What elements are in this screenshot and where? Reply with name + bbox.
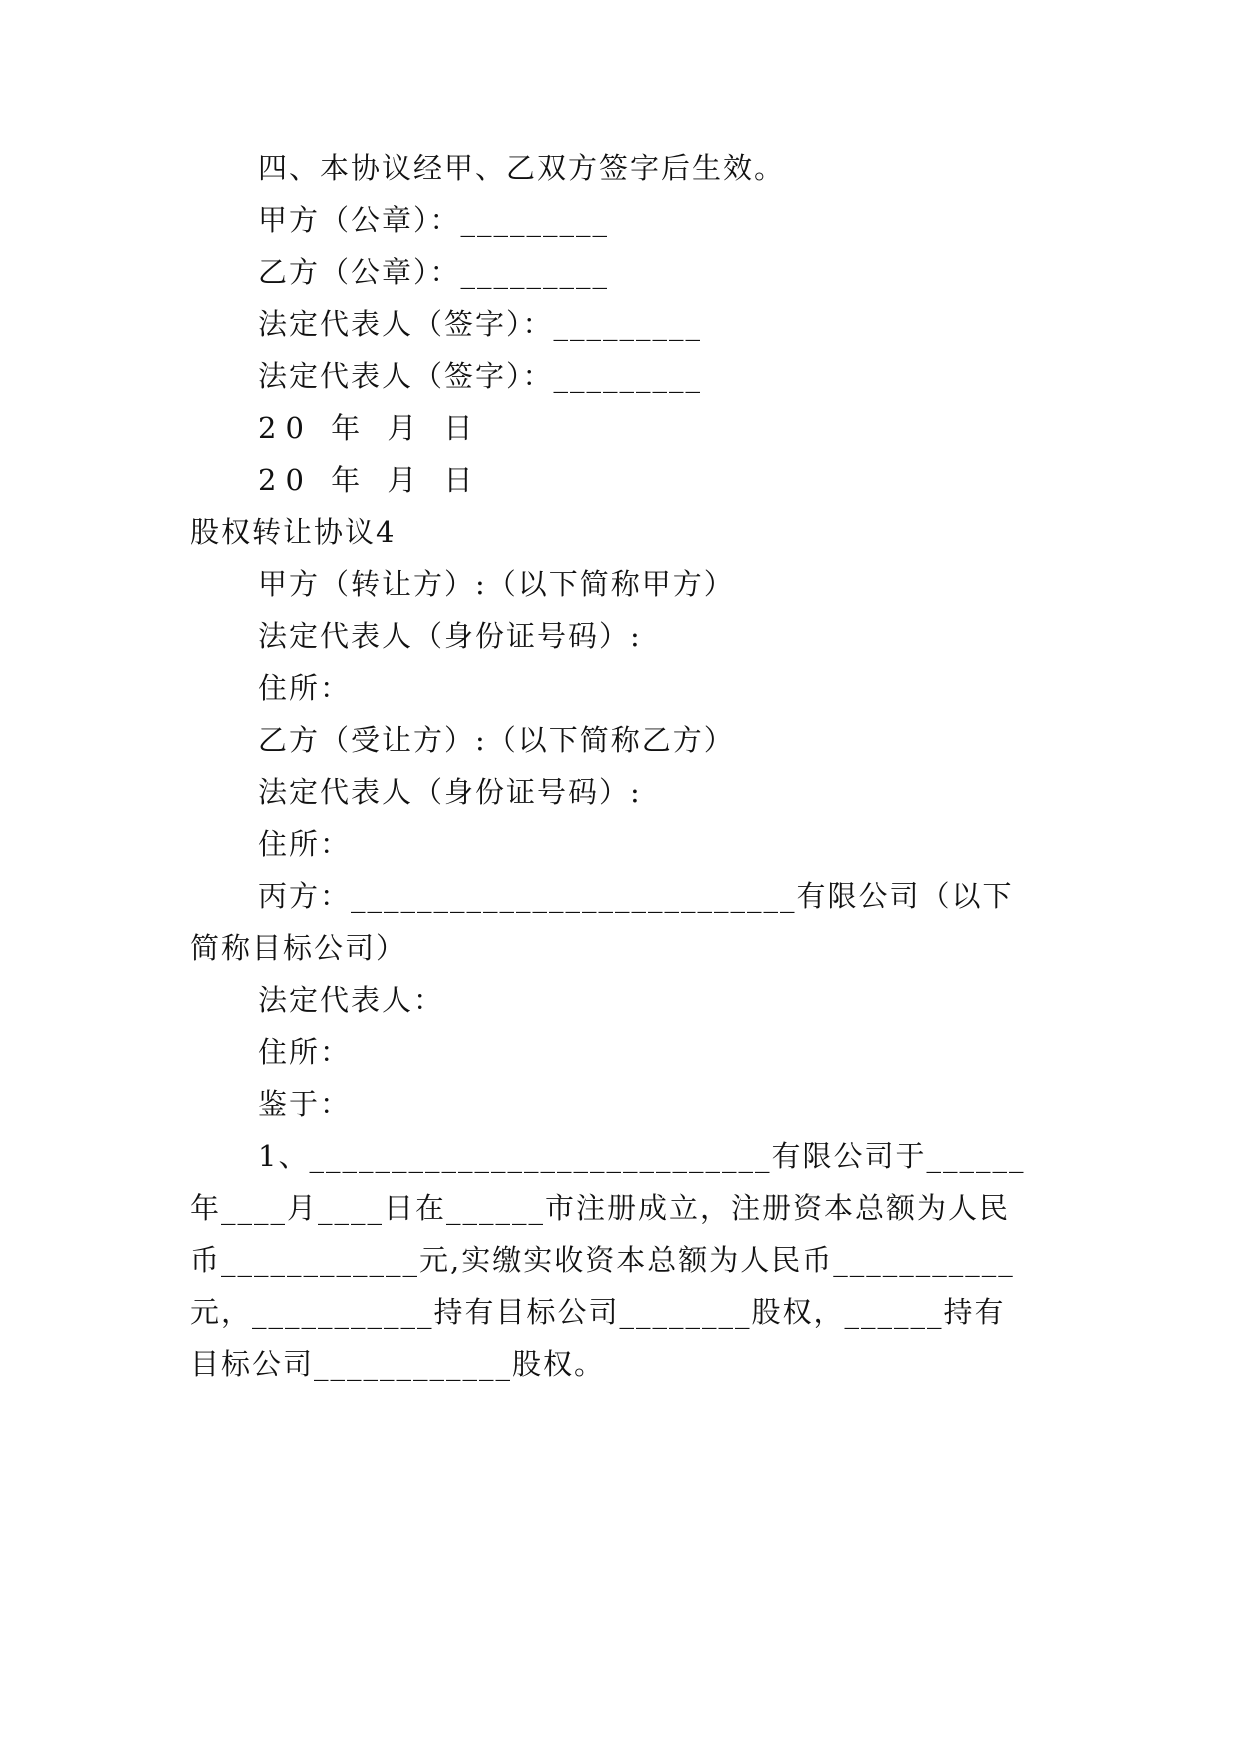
party-b-legal-rep: 法定代表人（身份证号码）: [258, 775, 642, 809]
legal-rep-signature-line-1: 法定代表人（签字）：_________ [258, 307, 703, 341]
party-b-seal-line: 乙方（公章）：_________ [258, 255, 610, 289]
whereas-item-1-cont-3: 元，___________持有目标公司________股权，______持有 [190, 1295, 1006, 1329]
date-line-1: 20 年 月 日 [258, 411, 482, 445]
party-a-address: 住所： [258, 671, 352, 705]
party-a-seal-line: 甲方（公章）：_________ [258, 203, 610, 237]
party-c-legal-rep: 法定代表人： [258, 983, 445, 1017]
legal-rep-signature-line-2: 法定代表人（签字）：_________ [258, 359, 703, 393]
agreement-title: 股权转让协议4 [190, 515, 397, 549]
party-a-transferor: 甲方（转让方）:（以下简称甲方） [258, 567, 735, 601]
date-line-2: 20 年 月 日 [258, 463, 482, 497]
party-b-transferee: 乙方（受让方）:（以下简称乙方） [258, 723, 735, 757]
whereas-item-1-cont-2: 币____________元,实缴实收资本总额为人民币___________ [190, 1243, 1015, 1277]
whereas-item-1: 1、____________________________有限公司于______ [258, 1139, 1026, 1173]
party-b-address: 住所： [258, 827, 352, 861]
party-c-address: 住所： [258, 1035, 352, 1069]
whereas-heading: 鉴于： [258, 1087, 352, 1121]
party-a-legal-rep: 法定代表人（身份证号码）: [258, 619, 642, 653]
party-c-company: 丙方：___________________________有限公司（以下 [258, 879, 1014, 913]
whereas-item-1-cont-1: 年____月____日在______市注册成立，注册资本总额为人民 [190, 1191, 1011, 1225]
whereas-item-1-cont-4: 目标公司____________股权。 [190, 1347, 606, 1381]
party-c-company-cont: 简称目标公司） [190, 931, 408, 965]
clause-effective: 四、本协议经甲、乙双方签字后生效。 [258, 151, 786, 185]
